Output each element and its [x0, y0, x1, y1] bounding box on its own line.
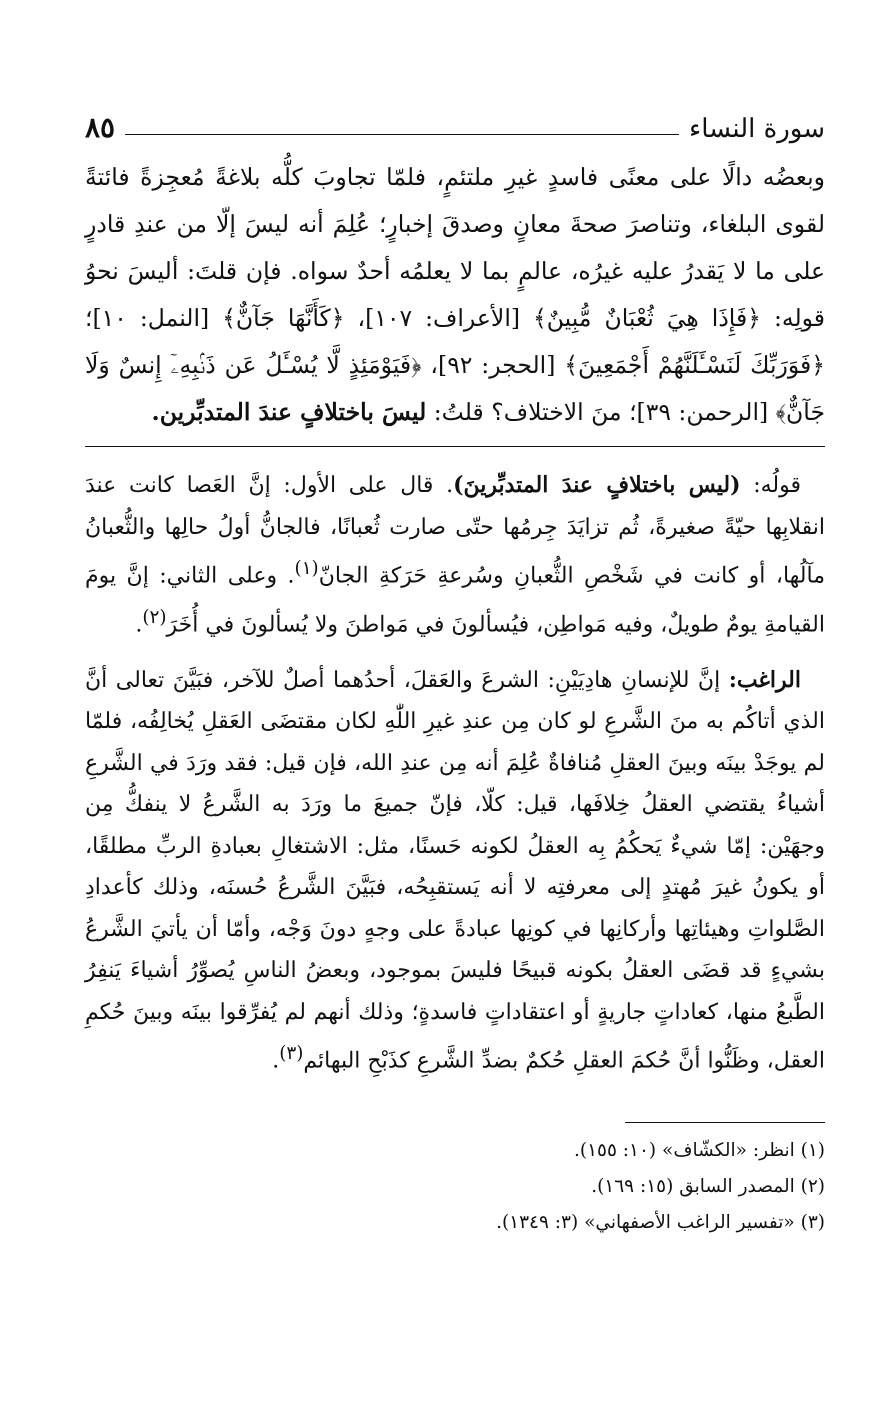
footnote-rule: [625, 1122, 825, 1123]
header-rule: [125, 134, 679, 135]
cited-author: الراغب:: [728, 666, 801, 693]
footnote-1: (١) انظر: «الكشّاف» (١٠: ١٥٥).: [573, 1139, 825, 1161]
main-paragraph: [85, 154, 825, 436]
page-header: [85, 100, 825, 144]
main-paragraph-text: وبعضُه دالًا على معنًى فاسدٍ غيرِ ملتئمٍ، فلمّا تجاوبَ كلُّه بلاغةً مُعجِزةً فائتةً لقوى البلغاء، وتناصرَ صحةَ معانٍ وصدقَ إخبارٍ؛ عُلِمَ أنه ليسَ إلّا من عندِ قادرٍ على ما لا يَقدرُ عليه غيرُه، عالمٍ بما لا يعلمُه أحدٌ سواه. فإن قلتَ: أليسَ نحوُ قولِه: ﴿فَإِذَا هِيَ ثُعْبَانٌ مُّبِينٌ﴾ [الأعراف: ١٠٧]، ﴿كَأَنَّهَا جَآنٌّ﴾ [النمل: ١٠]؛ ﴿فَوَرَبِّكَ لَنَسْـَٔلَنَّهُمْ أَجْمَعِينَ﴾ [الحجر: ٩٢]، ﴿فَيَوْمَئِذٍ لَّا يُسْـَٔلُ عَن ذَنۢبِهِۦٓ إِنسٌ وَلَا جَآنٌّ﴾ [الرحمن: ٣٩]؛ منَ الاختلاف؟ قلتُ:: [85, 163, 826, 426]
footnote-3: (٣) «تفسير الراغب الأصفهاني» (٣: ١٣٤٩).: [496, 1211, 825, 1233]
commentary-end-1: .: [135, 612, 143, 638]
running-title: سورة النساء: [689, 114, 825, 144]
commentary-text-3: إنَّ للإنسانِ هادِيَيْنِ: الشرعَ والعَقلَ، أحدُهما أصلٌ للآخر، فبَيَّنَ تعالى أنَّ الذي أتاكُم به منَ الشَّرعِ لو كان مِن عندِ غيرِ اللّٰهِ لكان مقتضَى العَقلِ يُخالِفُه، فلمّا لم يوجَدْ بينَه وبينَ العقلِ مُنافاةٌ عُلِمَ أنه مِن عندِ الله، فإن قيل: فقد ورَدَ في الشَّرعِ أشياءُ يقتضي العقلُ خِلافَها، قيل: كلّا، فإنّ جميعَ ما ورَدَ به الشَّرعُ لا ينفكُّ مِن وجهَيْن: إمّا شيءٌ يَحكُمُ بِه العقلُ لكونه حَسنًا، مثل: الاشتغالِ بعبادةِ الربِّ مطلقًا، أو يكونُ غيرَ مُهتدٍ إلى معرفتِه لا أنه يَستقبِحُه، فبَيَّنَ الشَّرعُ حُسنَه، وذلك كأعدادِ الصَّلواتِ وهيئاتِها وأركانِها في كونِها عبادةً على وجهٍ دونَ وَجْه، وأمّا أن يأتيَ الشَّرعُ بشيءٍ قد قضَى العقلُ بكونه قبيحًا فليسَ بموجود، وبعضُ الناسِ يُصوِّرُ أشياءَ يَنفِرُ الطَّبعُ منها، كعاداتٍ جاريةٍ أو اعتقاداتٍ فاسدةٍ؛ وذلك أنهم لم يُفرِّقوا بينَه وبينَ حُكمِ العقل، وظَنُّوا أنَّ حُكمَ العقلِ حُكمٌ بضدِّ الشَّرعِ كذَبْحِ البهائم: [85, 667, 825, 1074]
commentary: [85, 465, 825, 1082]
page-number: ٨٥: [85, 111, 116, 144]
commentary-end-2: .: [272, 1048, 280, 1074]
commentary-paragraph-2: [85, 660, 825, 1082]
footnote-ref-2: (٢): [142, 606, 167, 628]
section-divider: [85, 446, 825, 447]
commentary-quote: (ليس باختلافٍ عندَ المتدبِّرينَ): [453, 472, 741, 498]
footnote-ref-3: (٣): [279, 1043, 304, 1065]
book-page: [85, 100, 825, 1241]
footnotes: [85, 1133, 825, 1241]
commentary-lead: قولُه:: [740, 473, 801, 498]
commentary-text-2: . وعلى الثاني: إنَّ يومَ القيامةِ يومٌ طويلٌ، وفيه مَواطِن، فيُسألونَ في مَواطنَ ولا يُسألونَ في أُخَرَ: [85, 563, 825, 638]
commentary-paragraph-1: [85, 465, 825, 646]
main-text: [85, 154, 825, 436]
footnote-ref-1: (١): [294, 558, 319, 579]
commentary-text-1: . قال على الأول: إنَّ العَصا كانت عندَ انقلابِها حيّةً صغيرةً، ثُم تزايَدَ جِرمُها حتّى صارت ثُعبانًا، فالجانُّ أولُ حالِها والثُّعبانُ مآلُها، أو كانت في شَخْصِ الثُّعبانِ وسُرعةِ حَرَكةِ الجانّ: [85, 473, 825, 589]
footnote-2: (٢) المصدر السابق (١٥: ١٦٩).: [591, 1175, 825, 1197]
main-answer: ليسَ باختلافٍ عندَ المتدبِّرين.: [151, 398, 427, 426]
